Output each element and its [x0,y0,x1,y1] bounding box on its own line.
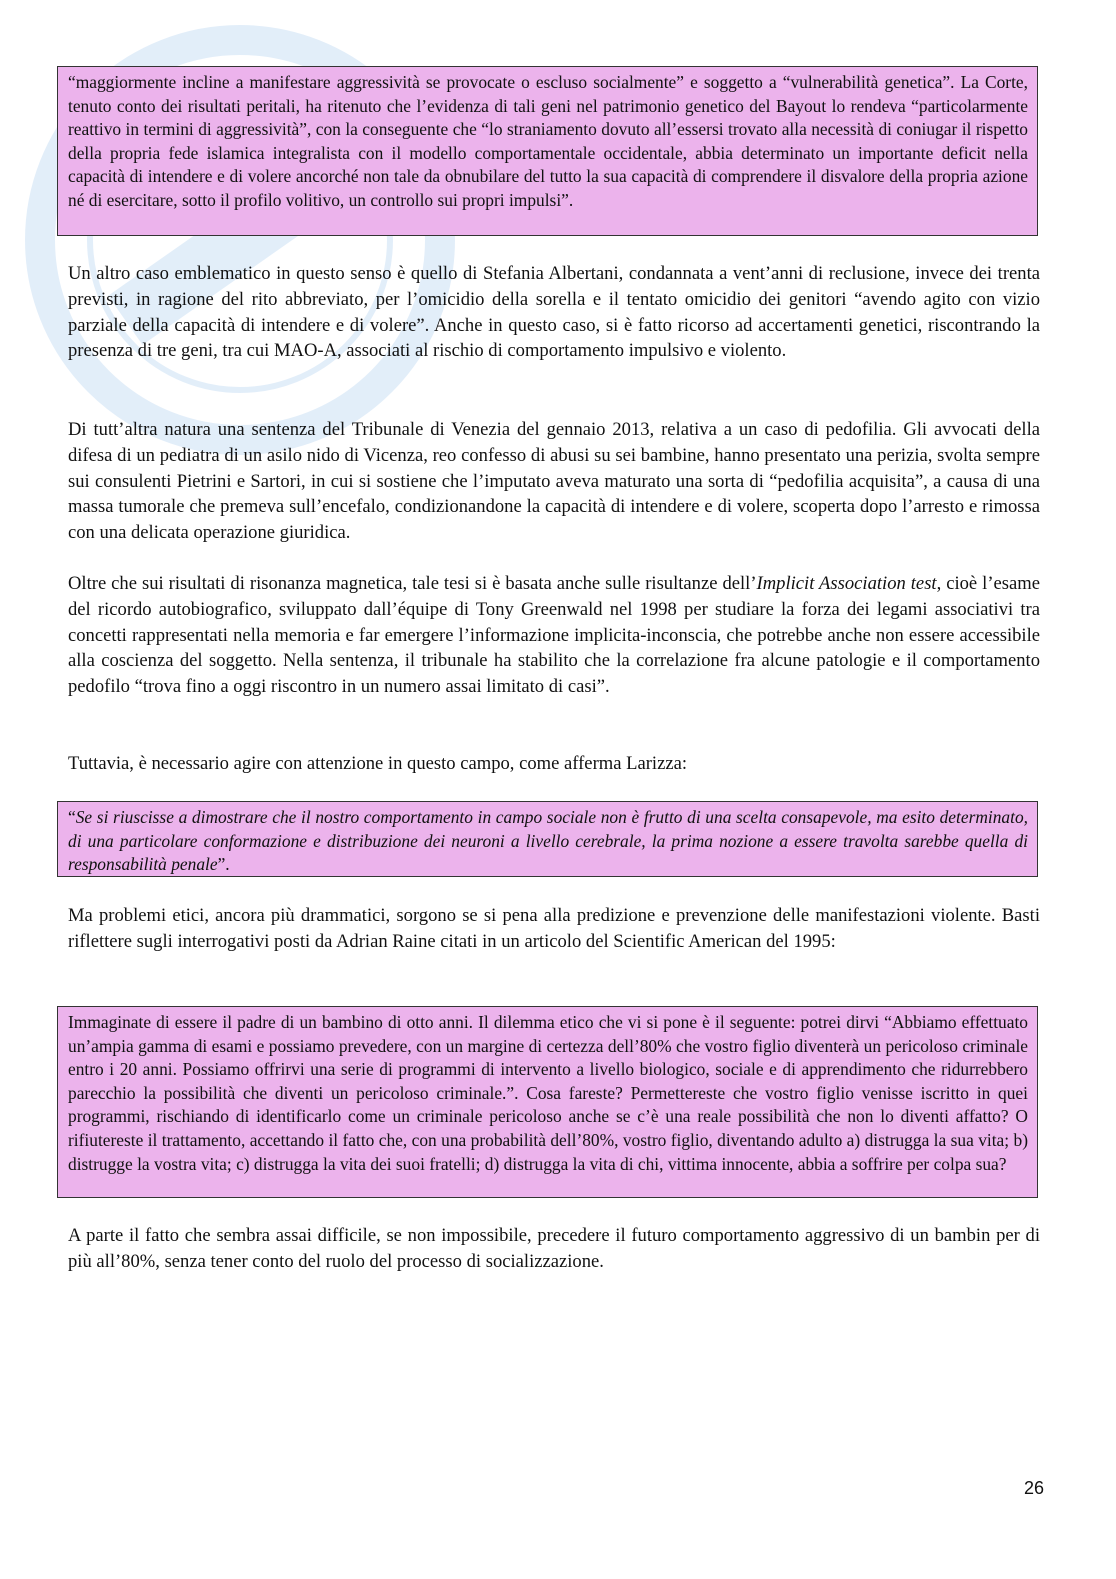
quote-box-raine [57,1006,1038,1198]
quote-box-bayout [57,66,1038,236]
paragraph-raine-intro [68,903,1040,955]
quote-close-mark: ”. [217,854,230,875]
quote-box-larizza [57,801,1038,877]
paragraph-venezia-text: Di tutt’altra natura una sentenza del Tribunale di Venezia del gennaio 2013, relativa a un caso di pedofilia. Gli avvocati della difesa di un pediatra di un asilo nido di Vicenza, reo confesso di abusi su sei bambine, hanno presentato una perizia, svolta sempre sui consulenti Pietrini e Sartori, in cui si sostiene che l’imputato aveva maturato una sorta di “pedofilia acquisita”, a causa di una massa tumorale che premeva sull’encefalo, condizionandone la capacità di intendere e di volere, scoperta dopo l’arresto e rimossa con una delicata operazione giuridica. [68,419,1040,544]
implicit-association-test-term: Implicit Association test [756,573,937,594]
paragraph-venezia [68,417,1040,546]
quote-box-bayout-text: “maggiormente incline a manifestare aggressività se provocate o escluso socialmente” e soggetto a “vulnerabilità genetica”. La Corte, tenuto conto dei risultati peritali, ha ritenuto che l’evidenza di tali geni nel patrimonio genetico del Bayout lo rendeva “particolarmente reattivo in termini di aggressività”, con la conseguente che “lo straniamento dovuto all’essersi trovato alla necessità di coniugar il rispetto della propria fede islamica integralista con il modello comportamentale occidentale, abbia determinato un importante deficit nella capacità di intendere e di volere ancorché non tale da obnubilare del tutto la sua capacità di comprendere il disvalore della propria azione né di esercitare, sotto il profilo volitivo, un controllo sui propri impulsi”. [68,72,1028,210]
paragraph-implicit-association [68,571,1040,700]
paragraph-larizza-intro [68,751,1040,777]
paragraph-conclusion [68,1223,1040,1275]
paragraph-implicit-part1: Oltre che sui risultati di risonanza magnetica, tale tesi si è basata anche sulle risultanze dell’ [68,573,757,594]
paragraph-implicit-part2: , cioè l’esame del ricordo autobiografico, sviluppato dall’équipe di Tony Greenwald nel 1998 per studiare la forza dei legami associativi tra concetti rappresentati nella memoria e far emergere l’informazione implicita-inconscia, che potrebbe anche non essere accessibile alla coscienza del soggetto. Nella sentenza, il tribunale ha stabilito che la correlazione fra alcune patologie e il comportamento pedofilo “trova fino a oggi riscontro in un numero assai limitato di casi”. [68,573,1040,698]
paragraph-conclusion-text: A parte il fatto che sembra assai difficile, se non impossibile, precedere il futuro comportamento aggressivo di un bambin per di più all’80%, senza tener conto del ruolo del processo di socializzazione. [68,1225,1040,1272]
quote-box-larizza-text [68,806,1028,877]
paragraph-larizza-intro-text: Tuttavia, è necessario agire con attenzione in questo campo, come afferma Larizza: [68,753,688,774]
paragraph-albertani-text: Un altro caso emblematico in questo senso è quello di Stefania Albertani, condannata a vent’anni di reclusione, invece dei trenta previsti, in ragione del rito abbreviato, per l’omicidio della sorella e il tentato omicidio dei genitori “avendo agito con vizio parziale della capacità di intendere e di volere”. Anche in questo caso, si è fatto ricorso ad accertamenti genetici, riscontrando la presenza di tre geni, tra cui MAO-A, associati al rischio di comportamento impulsivo e violento. [68,263,1040,362]
quote-box-raine-text: Immaginate di essere il padre di un bambino di otto anni. Il dilemma etico che vi si pone è il seguente: potrei dirvi “Abbiamo effettuato un’ampia gamma di esami e possiamo prevedere, con un margine di certezza dell’80% che vostro figlio diventerà un pericoloso criminale entro i 20 anni. Possiamo offrirvi una serie di programmi di intervento a livello biologico, sociale e di apprendimento che ridurrebbero parecchio la possibilità che diventi un pericoloso criminale.”. Cosa fareste? Permettereste che vostro figlio venisse iscritto in quei programmi, rischiando di identificarlo come un criminale pericoloso anche se c’è una reale possibilità che non lo diventi affatto? O rifiutereste il trattamento, accettando il fatto che, con una probabilità dell’80%, vostro figlio, diventando adulto a) distrugga la sua vita; b) distrugge la vostra vita; c) distrugga la vita dei suoi fratelli; d) distrugga la vita di chi, vittima innocente, abbia a soffrire per colpa sua? [68,1012,1028,1174]
paragraph-raine-intro-text: Ma problemi etici, ancora più drammatici, sorgono se si pena alla predizione e prevenzione delle manifestazioni violente. Basti riflettere sugli interrogativi posti da Adrian Raine citati in un articolo del Scientific American del 1995: [68,905,1040,952]
quote-open-mark: “ [68,807,76,827]
page-number: 26 [1023,1478,1044,1498]
paragraph-albertani [68,261,1040,364]
paragraph-implicit-association-text [68,571,1040,700]
quote-larizza-italic: Se si riuscisse a dimostrare che il nostro comportamento in campo sociale non è frutto di una scelta consapevole, ma esito determinato, di una particolare conformazione e distribuzione dei neuroni a livello cerebrale, la prima nozione a essere travolta sarebbe quella di responsabilità penale [68,807,1028,875]
